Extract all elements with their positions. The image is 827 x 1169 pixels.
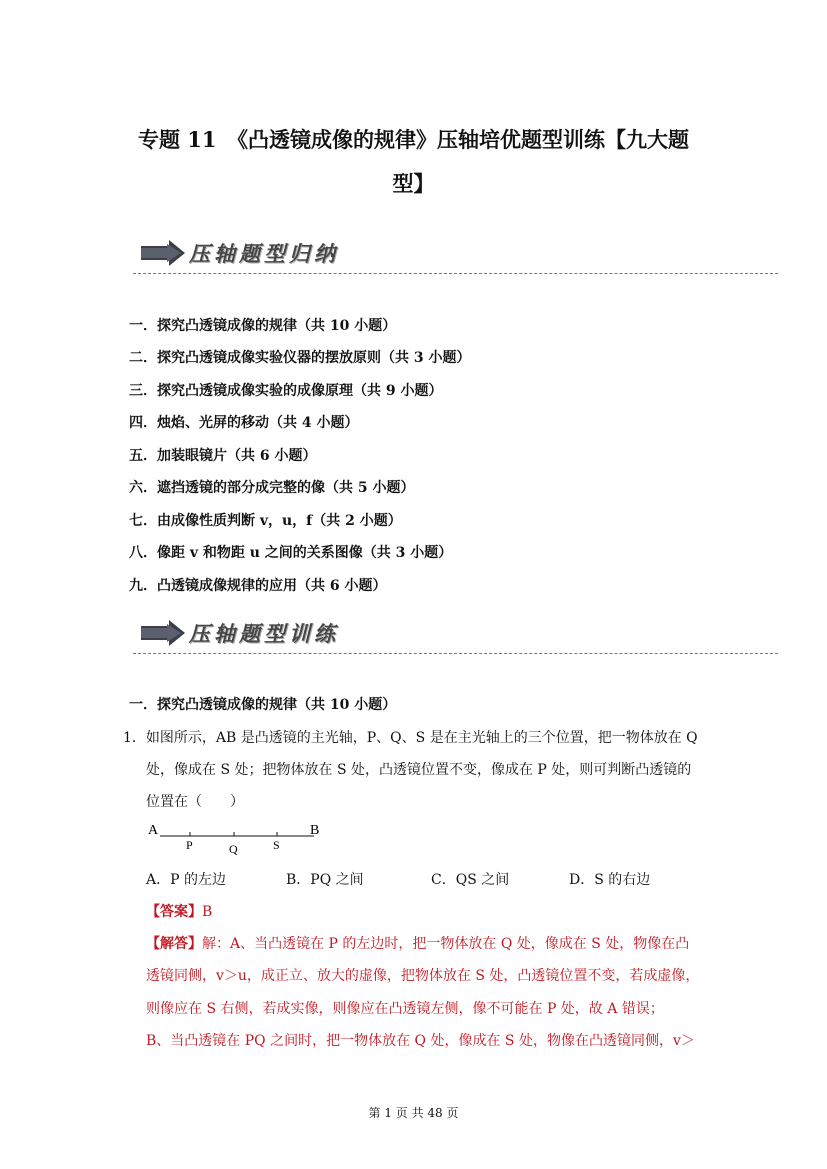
- banner-summary: [133, 234, 778, 274]
- toc-item: 三．探究凸透镜成像实验的成像原理（共 9 小题）: [129, 383, 443, 399]
- option-b: B．PQ 之间: [286, 872, 364, 888]
- point-label-s: S: [273, 838, 280, 852]
- toc-item: 七．由成像性质判断 v，u，f（共 2 小题）: [129, 513, 402, 529]
- axis-label-b: B: [310, 823, 320, 838]
- toc-item: 二．探究凸透镜成像实验仪器的摆放原则（共 3 小题）: [129, 350, 471, 366]
- analysis-text: 透镜同侧，v＞u，成正立、放大的虚像，把物体放在 S 处，凸透镜位置不变，若成虚像，: [146, 968, 700, 984]
- analysis-text: 解：A、当凸透镜在 P 的左边时，把一物体放在 Q 处，像成在 S 处，物像在凸: [202, 936, 690, 952]
- point-label-q: Q: [229, 842, 238, 856]
- answer-line: [146, 902, 212, 922]
- arrow-right-icon: [141, 240, 185, 266]
- banner-summary-text: 压轴题型归纳: [189, 241, 339, 266]
- banner-training-text: 压轴题型训练: [189, 621, 339, 646]
- toc-item: 五．加装眼镜片（共 6 小题）: [129, 448, 317, 464]
- analysis-line: [146, 934, 689, 954]
- analysis-text: B、当凸透镜在 PQ 之间时，把一物体放在 Q 处，像成在 S 处，物像在凸透镜同侧，v＞: [146, 1033, 695, 1049]
- answer-label: 【答案】: [146, 904, 202, 920]
- option-d: D．S 的右边: [569, 872, 651, 888]
- toc-item: 一．探究凸透镜成像的规律（共 10 小题）: [129, 318, 397, 334]
- point-label-p: P: [186, 838, 193, 852]
- arrow-right-icon: [141, 620, 185, 646]
- option-a: A．P 的左边: [146, 872, 226, 888]
- question-text: 处，像成在 S 处；把物体放在 S 处，凸透镜位置不变，像成在 P 处，则可判断凸透镜的: [146, 762, 692, 778]
- toc-item: 四．烛焰、光屏的移动（共 4 小题）: [129, 415, 359, 431]
- question-text: 位置在（ ）: [146, 794, 244, 810]
- page-footer: 第 1 页 共 48 页: [368, 1106, 459, 1120]
- page-title-line2: 型】: [392, 171, 435, 196]
- toc-item: 六．遮挡透镜的部分成完整的像（共 5 小题）: [129, 480, 415, 496]
- banner-training: [133, 614, 778, 654]
- toc-item: 九．凸透镜成像规律的应用（共 6 小题）: [129, 578, 387, 594]
- analysis-label: 【解答】: [146, 936, 202, 952]
- question-text: 1．如图所示，AB 是凸透镜的主光轴，P、Q、S 是在主光轴上的三个位置，把一物体放在 Q: [123, 730, 698, 746]
- page-title-line1: 专题 11 《凸透镜成像的规律》压轴培优题型训练【九大题: [137, 127, 690, 152]
- answer-value: B: [202, 904, 213, 920]
- optical-axis-diagram: [146, 820, 336, 860]
- divider: [133, 273, 778, 274]
- option-c: C．QS 之间: [431, 872, 510, 888]
- section-heading: 一．探究凸透镜成像的规律（共 10 小题）: [129, 697, 397, 713]
- analysis-text: 则像应在 S 右侧，若成实像，则像应在凸透镜左侧，像不可能在 P 处，故 A 错误；: [146, 1001, 664, 1017]
- axis-label-a: A: [148, 823, 159, 838]
- toc-item: 八．像距 v 和物距 u 之间的关系图像（共 3 小题）: [129, 545, 453, 561]
- divider: [133, 653, 778, 654]
